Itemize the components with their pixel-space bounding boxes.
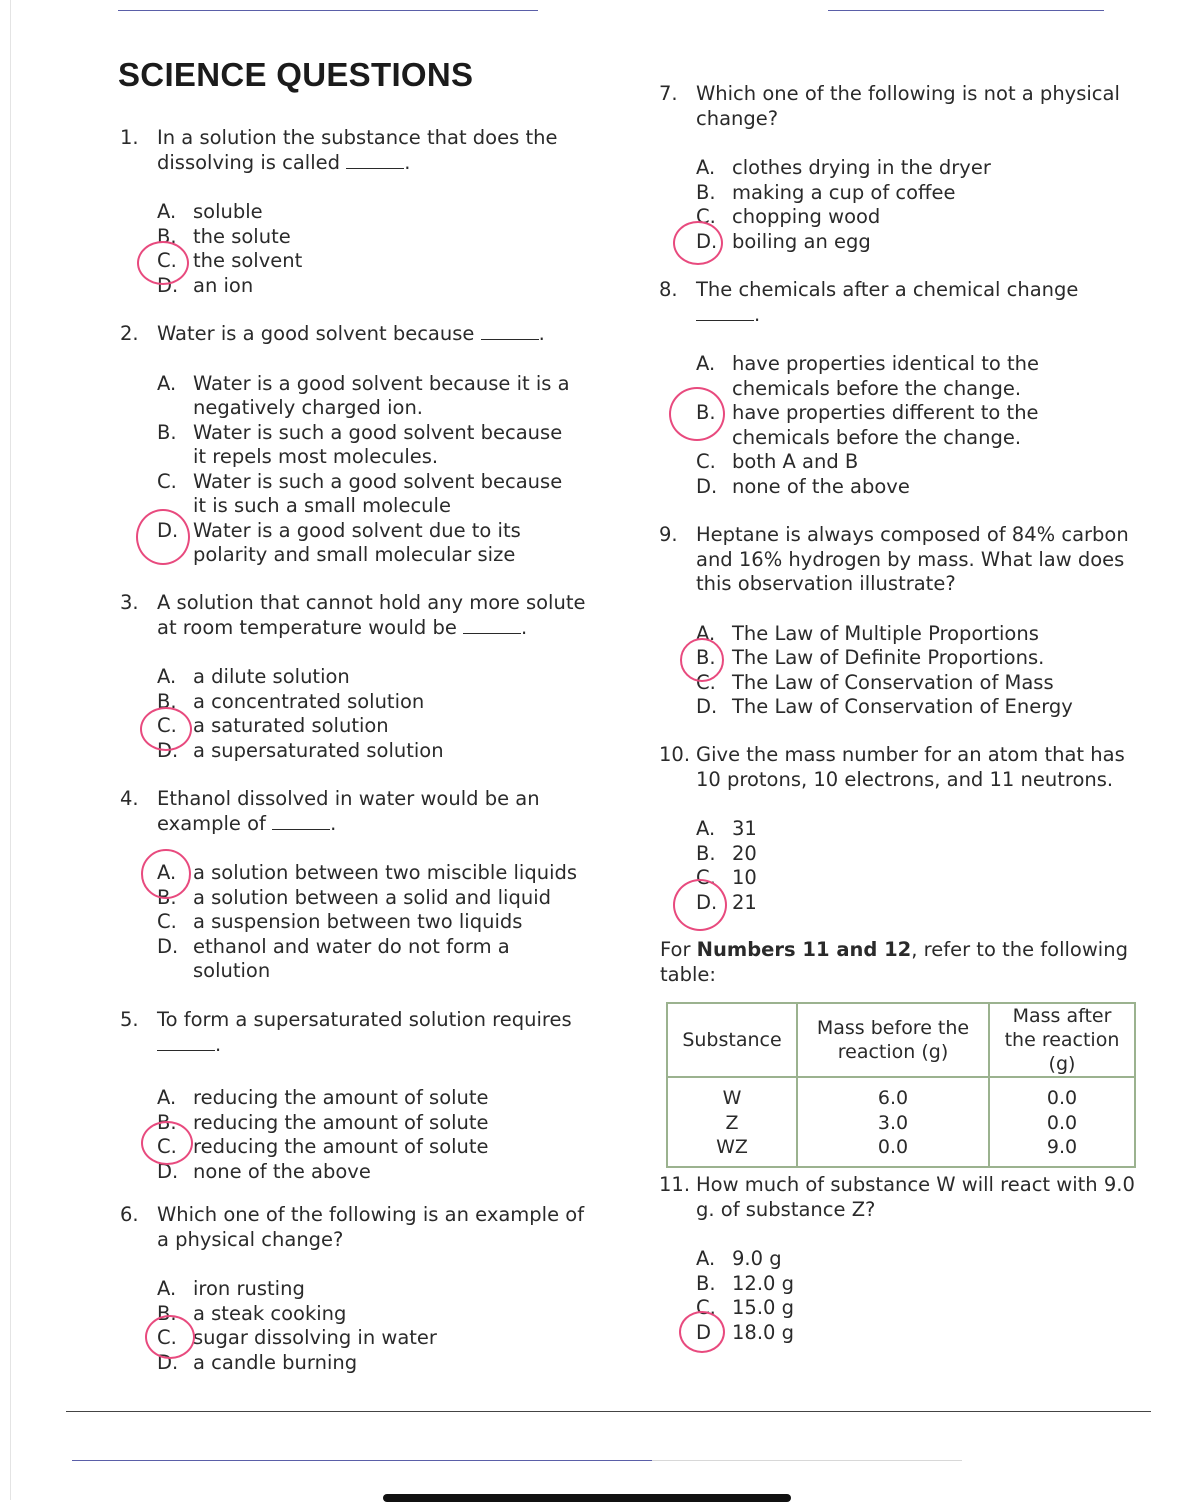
question-text: Heptane is always composed of 84% carbon and 16% hydrogen by mass. What law does this observation illustrate? <box>696 523 1129 595</box>
option-b[interactable]: B. 12.0 g <box>696 1271 794 1295</box>
answer-blank <box>157 1036 215 1051</box>
question-text: To form a supersaturated solution requires <box>157 1008 572 1031</box>
option-d[interactable]: D. 21 <box>696 890 757 914</box>
question-stem: 1. In a solution the substance that does the dissolving is called . <box>120 126 558 174</box>
option-c[interactable]: C. reducing the amount of solute <box>157 1135 489 1158</box>
answer-blank <box>481 322 539 340</box>
option-c[interactable]: C. 15.0 g <box>696 1296 794 1319</box>
table-intro: For Numbers 11 and 12, refer to the following table: <box>660 938 1128 986</box>
option-list <box>659 622 1149 720</box>
page-left-edge <box>10 0 11 1500</box>
option-d[interactable]: D. The Law of Conservation of Energy <box>696 695 1073 718</box>
question-3 <box>120 591 590 763</box>
question-2 <box>120 322 580 568</box>
question-number: 8. <box>659 278 678 301</box>
top-rule-left <box>118 10 538 11</box>
option-a[interactable]: A. a dilute solution <box>157 665 350 688</box>
question-stem <box>120 1203 590 1252</box>
bottom-rule-left <box>72 1460 652 1461</box>
option-d[interactable]: D. none of the above <box>696 474 910 498</box>
option-b[interactable]: B. have properties different to the chemicals before the change. <box>696 401 1039 449</box>
option-b[interactable]: B. a steak cooking <box>157 1301 347 1325</box>
option-b[interactable]: B. 20 <box>696 841 757 865</box>
option-a[interactable]: A. 31 <box>696 817 757 840</box>
option-d[interactable]: D. a supersaturated solution <box>157 738 444 762</box>
question-number: 6. <box>120 1203 139 1226</box>
option-list <box>120 1086 590 1184</box>
answer-blank <box>463 616 521 634</box>
option-b[interactable]: B. a solution between a solid and liquid <box>157 885 551 909</box>
option-c[interactable]: C. The Law of Conservation of Mass <box>696 670 1054 694</box>
question-text: The chemicals after a chemical change <box>696 278 1079 301</box>
cell-mass-before: 6.0 3.0 0.0 <box>797 1077 989 1167</box>
mass-table <box>666 1002 1136 1168</box>
question-number: 9. <box>659 523 678 546</box>
question-stem <box>659 523 1149 597</box>
question-text: Ethanol dissolved in water would be an example of <box>157 787 540 835</box>
option-b[interactable]: B. Water is such a good solvent because it repels most molecules. <box>157 420 563 468</box>
question-number: 4. <box>120 787 139 810</box>
home-indicator <box>383 1494 791 1502</box>
option-d[interactable]: D. none of the above <box>157 1159 371 1183</box>
table-header-row <box>667 1003 1135 1077</box>
question-stem: 3. A solution that cannot hold any more solute at room temperature would be . <box>120 591 586 639</box>
question-stem <box>659 1173 1149 1222</box>
question-text: Water is a good solvent because <box>157 322 481 345</box>
header-mass-after: Mass after the reaction (g) <box>989 1003 1135 1077</box>
question-1 <box>120 126 570 298</box>
question-number: 2. <box>120 322 139 345</box>
option-list <box>120 200 570 298</box>
question-text: Give the mass number for an atom that has 10 protons, 10 electrons, and 11 neutrons. <box>696 743 1125 791</box>
cell-substance: W Z WZ <box>667 1077 797 1167</box>
option-a[interactable]: A. clothes drying in the dryer <box>696 156 991 179</box>
bottom-rule <box>66 1411 1151 1412</box>
question-7 <box>659 82 1129 254</box>
question-stem: 4. Ethanol dissolved in water would be an example of . <box>120 787 540 835</box>
question-number: 11. <box>659 1173 691 1196</box>
option-b[interactable]: B. a concentrated solution <box>157 689 425 713</box>
option-c[interactable]: C. both A and B <box>696 450 859 473</box>
option-d[interactable]: D. boiling an egg <box>696 229 871 253</box>
option-list <box>659 352 1129 499</box>
option-list <box>120 861 580 984</box>
option-b[interactable]: B. making a cup of coffee <box>696 180 956 204</box>
question-number: 1. <box>120 126 139 149</box>
question-11 <box>659 1173 1149 1345</box>
option-a[interactable]: A. reducing the amount of solute <box>157 1086 489 1109</box>
option-a[interactable]: A. The Law of Multiple Proportions <box>696 621 1039 645</box>
question-stem <box>659 82 1129 131</box>
question-stem: 8. The chemicals after a chemical change . <box>659 278 1079 326</box>
question-10 <box>659 743 1149 915</box>
question-stem: 5. To form a supersaturated solution requires . <box>120 1008 572 1056</box>
option-a[interactable]: A. soluble <box>157 200 263 223</box>
bottom-rule-faint <box>652 1460 962 1461</box>
answer-blank <box>272 812 330 830</box>
option-list <box>659 156 1129 254</box>
question-number: 10. <box>659 743 691 766</box>
option-b[interactable]: B. reducing the amount of solute <box>157 1110 489 1134</box>
option-a[interactable]: A. a solution between two miscible liquids <box>157 861 578 884</box>
option-a[interactable]: A. 9.0 g <box>696 1247 782 1270</box>
page-title: SCIENCE QUESTIONS <box>118 56 474 93</box>
question-text: Which one of the following is not a physical change? <box>696 82 1120 130</box>
option-d[interactable]: D. Water is a good solvent due to its polarity and small molecular size <box>157 518 521 566</box>
option-c[interactable]: C. a suspension between two liquids <box>157 910 523 933</box>
answer-blank <box>696 306 754 321</box>
question-text: In a solution the substance that does the dissolving is called <box>157 126 558 174</box>
question-number: 5. <box>120 1008 139 1031</box>
option-a[interactable]: A. Water is a good solvent because it is a negatively charged ion. <box>157 371 570 419</box>
question-8 <box>659 278 1129 499</box>
table-row <box>667 1077 1135 1167</box>
option-b[interactable]: B. The Law of Definite Proportions. <box>696 646 1045 669</box>
option-list <box>659 1247 1149 1345</box>
question-9 <box>659 523 1149 720</box>
question-4 <box>120 787 580 984</box>
option-d[interactable]: D. a candle burning <box>157 1350 358 1374</box>
option-a[interactable]: A. have properties identical to the chemicals before the change. <box>696 352 1040 400</box>
question-stem <box>659 743 1149 792</box>
option-list <box>120 372 580 568</box>
question-stem: 2. Water is a good solvent because . <box>120 322 545 345</box>
option-d[interactable]: D. an ion <box>157 273 254 297</box>
question-6 <box>120 1203 590 1375</box>
question-text: A solution that cannot hold any more solute at room temperature would be <box>157 591 586 639</box>
option-c[interactable]: C. chopping wood <box>696 205 881 228</box>
option-d[interactable]: D 18.0 g <box>696 1320 794 1344</box>
header-substance: Substance <box>667 1003 797 1077</box>
question-5 <box>120 1008 590 1184</box>
option-list <box>659 817 1149 915</box>
option-c[interactable]: C. Water is such a good solvent because it is such a small molecule <box>157 469 563 517</box>
option-a[interactable]: A. iron rusting <box>157 1277 305 1300</box>
question-text: How much of substance W will react with 9.0 g. of substance Z? <box>696 1173 1135 1221</box>
top-rule-right <box>828 10 1104 11</box>
question-text: Which one of the following is an example of a physical change? <box>157 1203 585 1251</box>
cell-mass-after: 0.0 0.0 9.0 <box>989 1077 1135 1167</box>
question-number: 3. <box>120 591 139 614</box>
answer-blank <box>346 151 404 169</box>
option-list <box>120 1277 590 1375</box>
table-intro-bold: Numbers 11 and 12 <box>696 938 912 961</box>
option-c[interactable]: C. the solvent <box>157 249 303 272</box>
header-mass-before: Mass before the reaction (g) <box>797 1003 989 1077</box>
option-c[interactable]: C. sugar dissolving in water <box>157 1326 437 1349</box>
option-b[interactable]: B. the solute <box>157 224 291 248</box>
question-number: 7. <box>659 82 678 105</box>
option-list <box>120 665 590 763</box>
option-c[interactable]: C. a saturated solution <box>157 714 389 737</box>
option-d[interactable]: D. ethanol and water do not form a solution <box>157 934 510 982</box>
option-c[interactable]: C. 10 <box>696 866 757 889</box>
